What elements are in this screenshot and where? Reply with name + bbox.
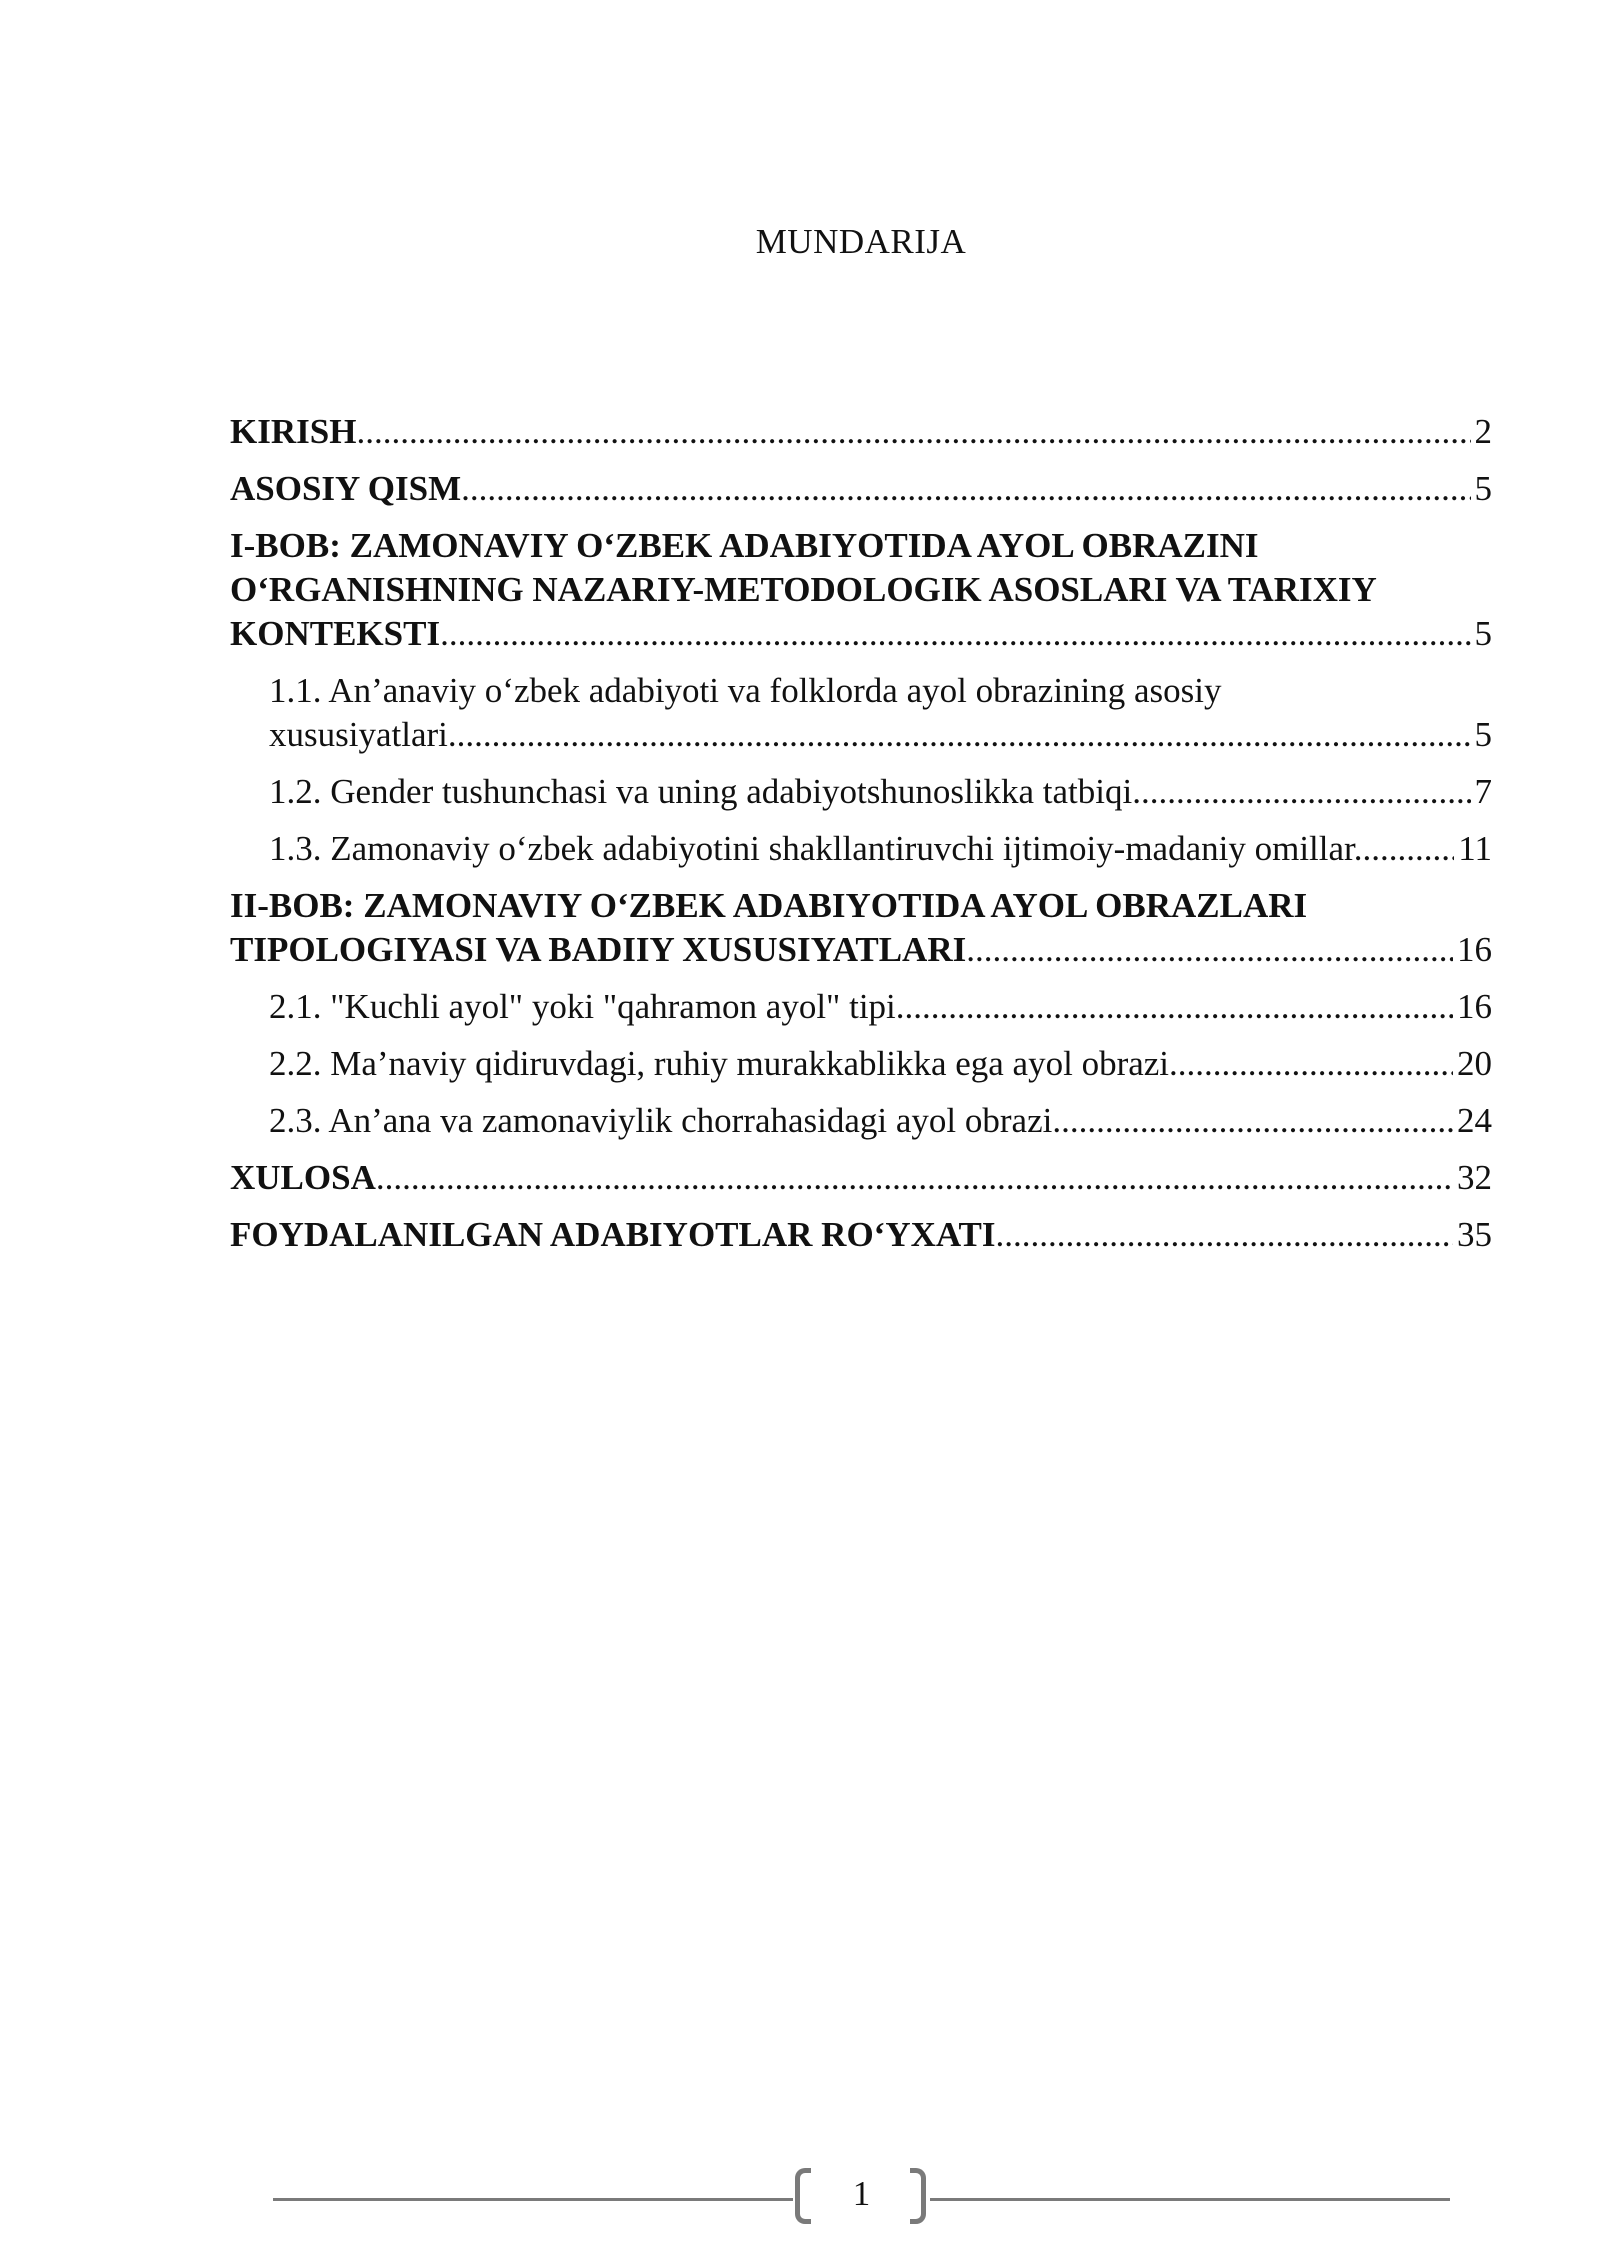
toc-page-number: 2 <box>1474 412 1492 451</box>
toc-page-number: 5 <box>1474 469 1492 508</box>
toc-page-number: 35 <box>1457 1215 1492 1254</box>
dot-leader <box>1363 827 1455 871</box>
toc-entry-title-line: TIPOLOGIYASI VA BADIIY XUSUSIYATLARI <box>230 930 967 969</box>
toc-page-number: 7 <box>1474 772 1492 811</box>
toc-entry-last-line <box>230 1213 1492 1257</box>
right-bracket-ornament <box>910 2168 926 2224</box>
page-number: 1 <box>852 2174 871 2213</box>
dot-leader <box>1169 1042 1453 1086</box>
toc-entry[interactable] <box>230 827 1492 871</box>
toc-entry-title-line: XULOSA <box>230 1158 376 1197</box>
toc-entry-title-line: I-BOB: ZAMONAVIY O‘ZBEK ADABIYOTIDA AYOL OBRAZINI <box>230 526 1259 565</box>
toc-entry-title-line: II-BOB: ZAMONAVIY O‘ZBEK ADABIYOTIDA AYOL OBRAZLARI <box>230 886 1308 925</box>
toc-entry[interactable] <box>230 770 1492 814</box>
dot-leader <box>448 713 1471 757</box>
toc-entry[interactable] <box>230 985 1492 1029</box>
toc-entry[interactable] <box>230 884 1492 972</box>
toc-entry-last-line <box>230 612 1492 656</box>
toc-page-number: 32 <box>1457 1158 1492 1197</box>
toc-entry-last-line <box>230 467 1492 511</box>
toc-entry[interactable] <box>230 1156 1492 1200</box>
toc-entry-title-line: 2.3. An’ana va zamonaviylik chorrahasidagi ayol obrazi <box>269 1101 1053 1140</box>
dot-leader <box>440 612 1470 656</box>
toc-entry[interactable] <box>230 1213 1492 1257</box>
toc-entry-title-line: KIRISH <box>230 412 357 451</box>
page-title: MUNDARIJA <box>755 222 967 261</box>
toc-page-number: 11 <box>1458 829 1492 868</box>
dot-leader <box>996 1213 1453 1257</box>
toc-page-number: 20 <box>1457 1044 1492 1083</box>
left-bracket-ornament <box>795 2168 811 2224</box>
toc-entry-last-line <box>269 713 1492 757</box>
toc-entry-title-line: KONTEKSTI <box>230 614 441 653</box>
toc-entry-title-line: xususiyatlari <box>269 715 448 754</box>
toc-entry-last-line <box>269 1099 1492 1143</box>
toc-entry-last-line <box>269 770 1492 814</box>
toc-entry-title-line: FOYDALANILGAN ADABIYOTLAR RO‘YXATI <box>230 1215 996 1254</box>
dot-leader <box>966 928 1453 972</box>
toc-entry-last-line <box>269 827 1492 871</box>
toc-entry-title-line: 1.1. An’anaviy o‘zbek adabiyoti va folklorda ayol obrazining asosiy <box>269 671 1222 710</box>
toc-entry[interactable] <box>230 467 1492 511</box>
toc-entry[interactable] <box>230 524 1492 656</box>
dot-leader <box>1132 770 1470 814</box>
toc-entry-title-line: O‘RGANISHNING NAZARIY-METODOLOGIK ASOSLARI VA TARIXIY <box>230 570 1377 609</box>
toc-entry-title-line: 1.3. Zamonaviy o‘zbek adabiyotini shakllantiruvchi ijtimoiy-madaniy omillar. <box>269 829 1363 868</box>
toc-entry-title-line: 2.1. "Kuchli ayol" yoki "qahramon ayol" tipi <box>269 987 896 1026</box>
table-of-contents <box>230 410 1492 1270</box>
dot-leader <box>1052 1099 1453 1143</box>
toc-entry-last-line <box>269 1042 1492 1086</box>
toc-entry-last-line <box>230 410 1492 454</box>
toc-entry-title-line: 1.2. Gender tushunchasi va uning adabiyotshunoslikka tatbiqi <box>269 772 1133 811</box>
dot-leader <box>461 467 1470 511</box>
toc-page-number: 24 <box>1457 1101 1492 1140</box>
toc-entry[interactable] <box>230 410 1492 454</box>
toc-page-number: 5 <box>1474 614 1492 653</box>
dot-leader <box>356 410 1470 454</box>
page-footer <box>273 2168 1450 2228</box>
footer-rule-right <box>930 2198 1450 2201</box>
toc-entry[interactable] <box>230 669 1492 757</box>
toc-entry-title-line: ASOSIY QISM <box>230 469 462 508</box>
toc-entry-last-line <box>230 928 1492 972</box>
toc-page-number: 16 <box>1457 930 1492 969</box>
toc-page-number: 16 <box>1457 987 1492 1026</box>
toc-entry-last-line <box>230 1156 1492 1200</box>
toc-entry[interactable] <box>230 1042 1492 1086</box>
dot-leader <box>896 985 1453 1029</box>
toc-entry-last-line <box>269 985 1492 1029</box>
toc-page-number: 5 <box>1474 715 1492 754</box>
footer-rule-left <box>273 2198 793 2201</box>
dot-leader <box>376 1156 1453 1200</box>
toc-entry[interactable] <box>230 1099 1492 1143</box>
toc-entry-title-line: 2.2. Ma’naviy qidiruvdagi, ruhiy murakkablikka ega ayol obrazi <box>269 1044 1170 1083</box>
